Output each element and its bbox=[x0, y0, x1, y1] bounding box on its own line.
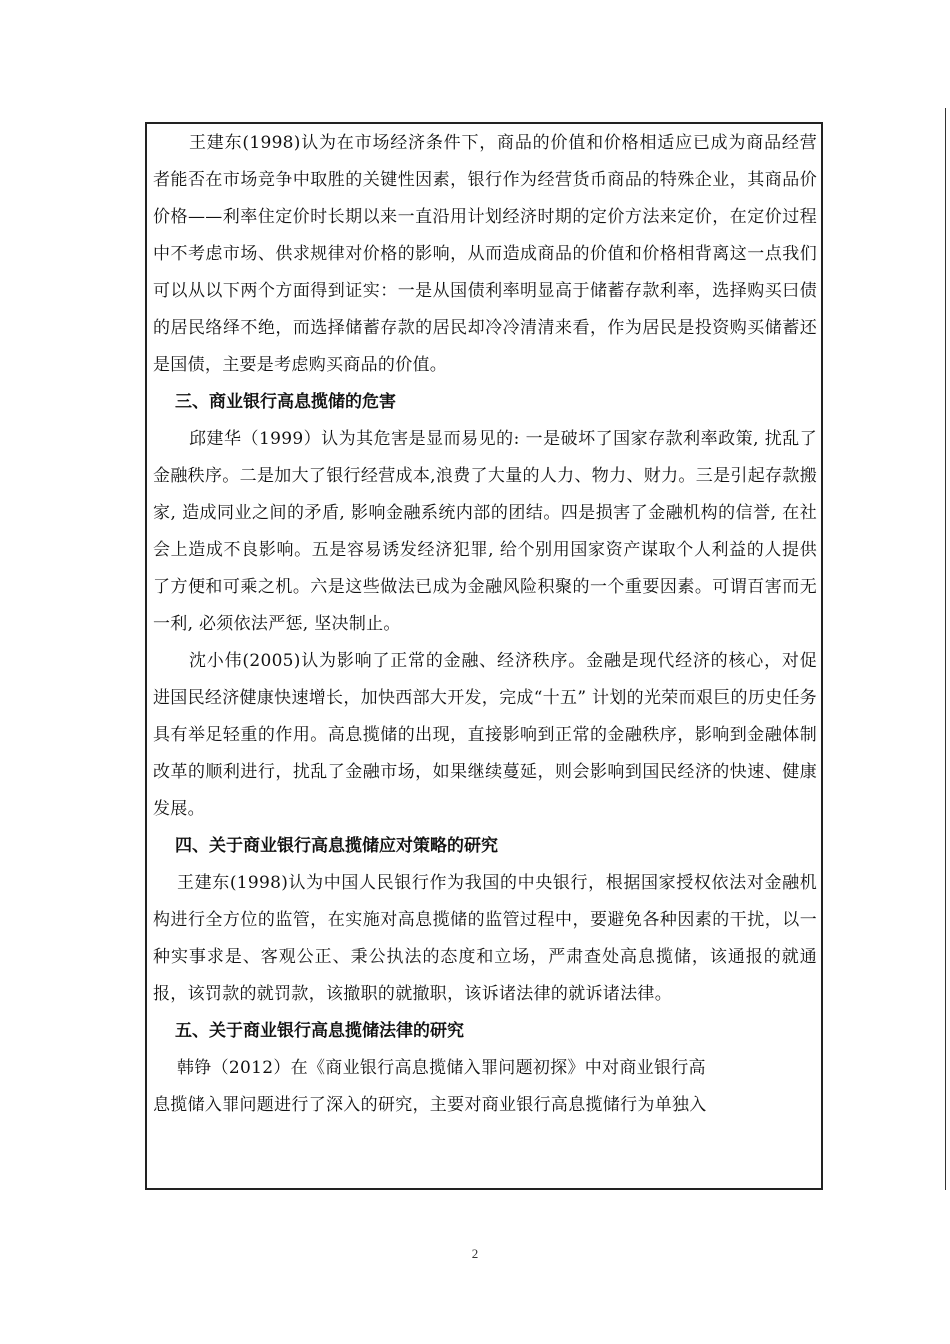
paragraph-wang-1998-supervision: 王建东(1998)认为中国人民银行作为我国的中央银行，根据国家授权依法对金融机构进行全方位的监管，在实施对高息揽储的监管过程中，要避免各种因素的干扰，以一种实事求是、客观公正、秉公执法的态度和立场，严肃查处高息揽储，该通报的就通报，该罚款的就罚款，该撤职的就撤职，该诉诸法律的就诉诸法律。 bbox=[153, 873, 817, 1004]
paragraph-han-2012-line-1: 韩铮（2012）在《商业银行高息揽储入罪问题初探》中对商业银行高 bbox=[177, 1058, 706, 1078]
paragraph-han-2012-line-2: 息揽储入罪问题进行了深入的研究，主要对商业银行高息揽储行为单独入 bbox=[153, 1095, 707, 1115]
section-heading-5: 五、关于商业银行高息揽储法律的研究 bbox=[175, 1021, 464, 1041]
paragraph-shen-2005-order: 沈小伟(2005)认为影响了正常的金融、经济秩序。金融是现代经济的核心，对促进国民经济健康快速增长，加快西部大开发，完成“十五” 计划的光荣而艰巨的历史任务具有举足轻重的作用。高息揽储的出现，直接影响到正常的金融秩序，影响到金融体制改革的顺利进行，扰乱了金融市场，如果继续蔓延，则会影响到国民经济的快速、健康发展。 bbox=[153, 651, 817, 819]
paragraph-wang-1998-pricing: 王建东(1998)认为在市场经济条件下，商品的价值和价格相适应已成为商品经营者能否在市场竞争中取胜的关键性因素，银行作为经营货币商品的特殊企业，其商品价价格——利率住定价时长期以来一直沿用计划经济时期的定价方法来定价，在定价过程中不考虑市场、供求规律对价格的影响，从而造成商品的价值和价格相背离这一点我们可以从以下两个方面得到证实：一是从国债利率明显高于储蓄存款利率，选择购买曰债的居民络绎不绝，而选择储蓄存款的居民却冷冷清清来看，作为居民是投资购买储蓄还是国债，主要是考虑购买商品的价值。 bbox=[153, 133, 817, 375]
right-margin-rule bbox=[945, 108, 946, 1190]
paragraph-qiu-1999-harms: 邱建华（1999）认为其危害是显而易见的: 一是破坏了国家存款利率政策, 扰乱了金融秩序。二是加大了银行经营成本,浪费了大量的人力、物力、财力。三是引起存款搬家, 造成同业之间的矛盾, 影响金融系统内部的团结。四是损害了金融机构的信誉, 在社会上造成不良影响。五是容易诱发经济犯罪, 给个别用国家资产谋取个人利益的人提供了方便和可乘之机。六是这些做法已成为金融风险积聚的一个重要因素。可谓百害而无一利, 必须依法严惩, 坚决制止。 bbox=[153, 429, 817, 634]
document-body bbox=[153, 125, 817, 1124]
section-heading-3: 三、商业银行高息揽储的危害 bbox=[175, 392, 396, 412]
page-number: 2 bbox=[471, 1246, 479, 1261]
section-heading-4: 四、关于商业银行高息揽储应对策略的研究 bbox=[175, 836, 498, 856]
